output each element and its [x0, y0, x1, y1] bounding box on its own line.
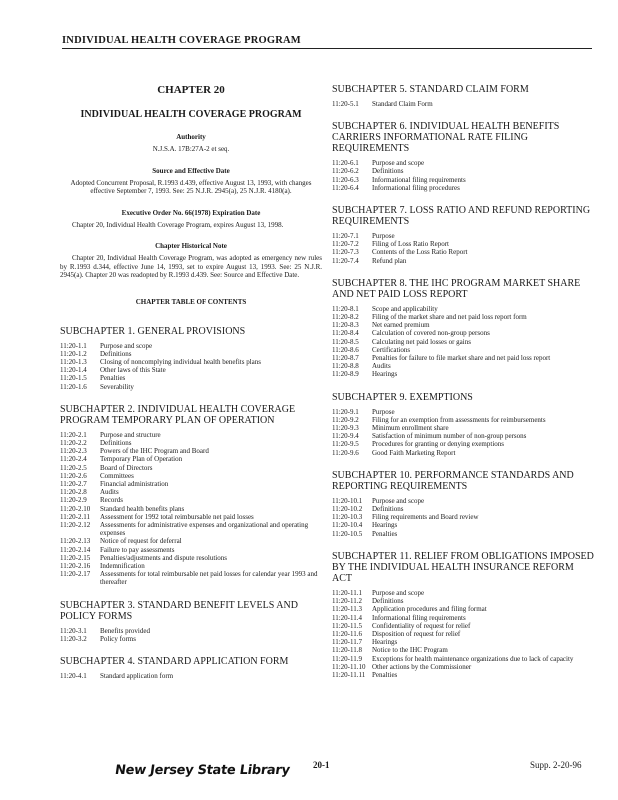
section-list	[332, 100, 594, 108]
section-code: 11:20-8.9	[332, 370, 359, 379]
section-title: Certifications	[372, 345, 411, 354]
section-code: 11:20-11.10	[332, 662, 366, 671]
section-entry	[332, 622, 594, 630]
executive-order-text: Chapter 20, Individual Health Coverage Program, expires August 13, 1998.	[72, 220, 284, 229]
section-code: 11:20-6.3	[332, 175, 359, 184]
section-code: 11:20-6.4	[332, 183, 359, 192]
section-code: 11:20-1.1	[60, 341, 87, 350]
section-code: 11:20-10.1	[332, 496, 363, 505]
section-entry	[332, 424, 594, 432]
subchapter-title: SUBCHAPTER 9. EXEMPTIONS	[332, 391, 473, 403]
subchapter-block	[332, 84, 594, 108]
section-title: Filing of Loss Ratio Report	[372, 240, 449, 249]
section-entry	[332, 638, 594, 646]
source-text: Adopted Concurrent Proposal, R.1993 d.439, effective August 13, 1993, with changes effective September 7, 1993. See: 25 N.J.R. 2945(a), 25 N.J.R. 4180(a).	[70, 178, 312, 195]
section-code: 11:20-2.4	[60, 455, 87, 464]
section-code: 11:20-11.4	[332, 613, 363, 622]
section-title: Good Faith Marketing Report	[372, 448, 456, 457]
section-code: 11:20-2.7	[60, 479, 87, 488]
left-column	[60, 84, 322, 693]
supplement-date: Supp. 2-20-96	[530, 760, 582, 770]
section-entry	[60, 627, 322, 635]
section-entry	[332, 184, 594, 192]
section-entry	[332, 338, 594, 346]
section-title: Purpose and scope	[372, 496, 425, 505]
section-entry	[332, 370, 594, 378]
section-title: Minimum enrollment share	[372, 424, 449, 433]
section-title: Contents of the Loss Ratio Report	[372, 248, 468, 257]
section-entry	[332, 313, 594, 321]
section-title: Purpose and scope	[372, 588, 425, 597]
section-list	[332, 232, 594, 265]
section-entry	[60, 496, 322, 504]
section-entry	[60, 513, 322, 521]
section-title: Notice to the IHC Program	[372, 646, 448, 655]
section-code: 11:20-2.11	[60, 512, 91, 521]
section-entry	[332, 346, 594, 354]
section-entry	[332, 530, 594, 538]
section-title: Other actions by the Commissioner	[372, 662, 472, 671]
section-code: 11:20-11.1	[332, 588, 363, 597]
section-code: 11:20-9.3	[332, 424, 359, 433]
section-entry	[332, 655, 594, 663]
subchapter-block	[60, 404, 322, 587]
subchapter-title: SUBCHAPTER 6. INDIVIDUAL HEALTH BENEFITS CARRIERS INFORMATIONAL RATE FILING REQUIREMENTS	[332, 121, 560, 155]
section-entry	[332, 248, 594, 256]
section-entry	[60, 635, 322, 643]
section-code: 11:20-9.5	[332, 440, 359, 449]
section-entry	[60, 366, 322, 374]
subchapter-block	[332, 205, 594, 265]
section-title: Filing for an exemption from assessments for reimbursements	[372, 415, 546, 424]
section-title: Refund plan	[372, 256, 407, 265]
section-code: 11:20-7.2	[332, 240, 359, 249]
section-title: Powers of the IHC Program and Board	[100, 447, 209, 456]
section-entry	[332, 614, 594, 622]
section-title: Closing of noncomplying individual health benefits plans	[100, 357, 261, 366]
section-title: Purpose	[372, 407, 395, 416]
section-title: Policy forms	[100, 634, 136, 643]
section-entry	[332, 449, 594, 457]
subchapter-block	[332, 470, 594, 538]
section-entry	[60, 439, 322, 447]
section-entry	[332, 257, 594, 265]
section-entry	[332, 440, 594, 448]
section-list	[332, 497, 594, 538]
section-code: 11:20-10.2	[332, 505, 363, 514]
section-code: 11:20-3.2	[60, 634, 87, 643]
section-title: Exceptions for health maintenance organizations due to lack of capacity	[372, 654, 574, 663]
section-title: Assessments for administrative expenses and organizational and operating expenses	[100, 520, 309, 538]
subchapter-block	[60, 656, 322, 680]
section-code: 11:20-10.4	[332, 521, 363, 530]
section-entry	[332, 521, 594, 529]
subchapter-title: SUBCHAPTER 3. STANDARD BENEFIT LEVELS AND POLICY FORMS	[60, 599, 298, 622]
section-code: 11:20-11.11	[332, 670, 366, 679]
subchapter-title: SUBCHAPTER 4. STANDARD APPLICATION FORM	[60, 655, 289, 667]
section-title: Benefits provided	[100, 626, 150, 635]
section-code: 11:20-8.1	[332, 304, 359, 313]
section-entry	[60, 342, 322, 350]
library-stamp: New Jersey State Library	[113, 763, 291, 778]
section-list	[60, 342, 322, 391]
section-entry	[60, 521, 322, 537]
section-entry	[332, 505, 594, 513]
section-entry	[332, 329, 594, 337]
section-entry	[60, 672, 322, 680]
subchapter-block	[332, 551, 594, 679]
section-code: 11:20-1.6	[60, 382, 87, 391]
section-title: Penalties	[100, 374, 126, 383]
section-title: Penalties/adjustments and dispute resolutions	[100, 553, 227, 562]
section-entry	[332, 408, 594, 416]
section-code: 11:20-9.6	[332, 448, 359, 457]
section-title: Disposition of request for relief	[372, 629, 461, 638]
section-title: Purpose and structure	[100, 430, 161, 439]
section-title: Satisfaction of minimum number of non-group persons	[372, 432, 527, 441]
section-title: Purpose and scope	[372, 159, 425, 168]
header-rule	[62, 48, 592, 49]
section-entry	[332, 100, 594, 108]
section-code: 11:20-1.3	[60, 357, 87, 366]
section-code: 11:20-8.8	[332, 362, 359, 371]
section-code: 11:20-11.6	[332, 629, 363, 638]
section-code: 11:20-6.1	[332, 159, 359, 168]
section-code: 11:20-2.1	[60, 430, 87, 439]
section-title: Other laws of this State	[100, 366, 166, 375]
section-entry	[60, 537, 322, 545]
section-code: 11:20-7.4	[332, 256, 359, 265]
section-code: 11:20-2.10	[60, 504, 91, 513]
section-title: Audits	[372, 362, 391, 371]
section-title: Penalties for failure to file market share and net paid loss report	[372, 354, 551, 363]
section-code: 11:20-2.3	[60, 447, 87, 456]
section-code: 11:20-11.7	[332, 638, 363, 647]
subchapter-title: SUBCHAPTER 7. LOSS RATIO AND REFUND REPORTING REQUIREMENTS	[332, 205, 591, 228]
section-title: Scope and applicability	[372, 304, 438, 313]
section-code: 11:20-1.4	[60, 366, 87, 375]
subchapter-block	[60, 326, 322, 391]
section-code: 11:20-2.9	[60, 496, 87, 505]
section-code: 11:20-2.16	[60, 561, 91, 570]
section-code: 11:20-5.1	[332, 100, 359, 108]
section-entry	[332, 630, 594, 638]
section-code: 11:20-2.17	[60, 570, 91, 579]
section-entry	[332, 646, 594, 654]
section-entry	[332, 597, 594, 605]
section-code: 11:20-6.2	[332, 167, 359, 176]
section-entry	[332, 513, 594, 521]
section-list	[332, 159, 594, 192]
section-list	[332, 305, 594, 379]
section-code: 11:20-9.1	[332, 407, 359, 416]
section-code: 11:20-2.6	[60, 471, 87, 480]
section-entry	[60, 358, 322, 366]
section-list	[60, 627, 322, 643]
section-list	[60, 672, 322, 680]
toc-heading: CHAPTER TABLE OF CONTENTS	[135, 297, 247, 306]
subchapter-title: SUBCHAPTER 1. GENERAL PROVISIONS	[60, 325, 246, 337]
section-code: 11:20-8.6	[332, 345, 359, 354]
section-title: Net earned premium	[372, 321, 430, 330]
section-title: Failure to pay assessments	[100, 545, 175, 554]
section-title: Board of Directors	[100, 463, 153, 472]
subchapter-block	[332, 121, 594, 192]
section-list	[60, 431, 322, 587]
section-code: 11:20-11.9	[332, 654, 363, 663]
section-entry	[332, 589, 594, 597]
section-code: 11:20-2.8	[60, 488, 87, 497]
running-head: INDIVIDUAL HEALTH COVERAGE PROGRAM	[62, 35, 301, 46]
section-entry	[332, 321, 594, 329]
section-code: 11:20-2.13	[60, 537, 91, 546]
section-title: Informational filing requirements	[372, 613, 466, 622]
section-code: 11:20-2.15	[60, 553, 91, 562]
section-code: 11:20-2.12	[60, 520, 91, 529]
section-title: Calculating net paid losses or gains	[372, 337, 471, 346]
section-entry	[60, 383, 322, 391]
section-title: Confidentiality of request for relief	[372, 621, 471, 630]
section-title: Filing requirements and Board review	[372, 513, 479, 522]
section-code: 11:20-11.8	[332, 646, 363, 655]
chapter-name: INDIVIDUAL HEALTH COVERAGE PROGRAM	[80, 109, 302, 120]
section-title: Severability	[100, 382, 134, 391]
section-entry	[332, 362, 594, 370]
section-entry	[60, 562, 322, 570]
section-title: Standard application form	[100, 671, 174, 680]
section-code: 11:20-3.1	[60, 626, 87, 635]
section-entry	[332, 159, 594, 167]
section-entry	[60, 350, 322, 358]
section-code: 11:20-9.4	[332, 432, 359, 441]
section-entry	[332, 663, 594, 671]
section-code: 11:20-7.1	[332, 232, 359, 241]
subchapter-title: SUBCHAPTER 11. RELIEF FROM OBLIGATIONS IMPOSED BY THE INDIVIDUAL HEALTH INSURANCE REFORM ACT	[332, 550, 594, 584]
section-code: 11:20-2.2	[60, 438, 87, 447]
section-title: Assessment for 1992 total reimbursable net paid losses	[100, 512, 254, 521]
subchapter-title: SUBCHAPTER 5. STANDARD CLAIM FORM	[332, 84, 529, 95]
section-entry	[60, 455, 322, 463]
section-code: 11:20-1.5	[60, 374, 87, 383]
section-entry	[60, 554, 322, 562]
section-code: 11:20-8.7	[332, 354, 359, 363]
section-code: 11:20-1.2	[60, 349, 87, 358]
section-title: Calculation of covered non-group persons	[372, 329, 490, 338]
right-subchapter-list	[332, 84, 594, 679]
section-title: Indemnification	[100, 561, 145, 570]
section-entry	[60, 464, 322, 472]
section-entry	[60, 447, 322, 455]
section-code: 11:20-8.3	[332, 321, 359, 330]
section-title: Audits	[100, 488, 119, 497]
subchapter-title: SUBCHAPTER 2. INDIVIDUAL HEALTH COVERAGE PROGRAM TEMPORARY PLAN OF OPERATION	[60, 403, 296, 426]
section-list	[332, 589, 594, 679]
section-code: 11:20-8.4	[332, 329, 359, 338]
section-title: Notice of request for deferral	[100, 537, 182, 546]
section-title: Definitions	[372, 505, 404, 514]
section-title: Purpose	[372, 232, 395, 241]
executive-order-heading: Executive Order No. 66(1978) Expiration Date	[121, 208, 261, 217]
section-code: 11:20-10.3	[332, 513, 363, 522]
section-entry	[332, 416, 594, 424]
subchapter-block	[60, 600, 322, 643]
section-list	[332, 408, 594, 457]
section-entry	[60, 546, 322, 554]
section-code: 11:20-11.3	[332, 605, 363, 614]
section-title: Application procedures and filing format	[372, 605, 487, 614]
section-title: Filing of the market share and net paid loss report form	[372, 313, 527, 322]
section-entry	[332, 671, 594, 679]
section-entry	[60, 505, 322, 513]
right-column	[332, 84, 594, 692]
section-entry	[60, 488, 322, 496]
section-title: Records	[100, 496, 123, 505]
section-entry	[332, 232, 594, 240]
page-number: 20-1	[313, 760, 330, 770]
section-title: Procedures for granting or denying exemptions	[372, 440, 504, 449]
section-entry	[60, 374, 322, 382]
section-entry	[60, 431, 322, 439]
section-code: 11:20-8.2	[332, 313, 359, 322]
section-title: Definitions	[100, 438, 132, 447]
section-title: Hearings	[372, 521, 398, 530]
section-entry	[60, 570, 322, 586]
section-entry	[332, 305, 594, 313]
section-code: 11:20-2.5	[60, 463, 87, 472]
section-title: Hearings	[372, 638, 398, 647]
section-code: 11:20-9.2	[332, 415, 359, 424]
section-title: Assessments for total reimbursable net paid losses for calendar year 1993 and thereafter	[100, 570, 318, 587]
section-entry	[332, 605, 594, 613]
section-title: Financial administration	[100, 479, 169, 488]
section-title: Penalties	[372, 670, 398, 679]
section-entry	[332, 354, 594, 362]
section-entry	[332, 497, 594, 505]
chapter-title: CHAPTER 20	[157, 84, 225, 96]
section-title: Standard Claim Form	[372, 100, 433, 108]
section-entry	[60, 472, 322, 480]
section-entry	[60, 480, 322, 488]
subchapter-title: SUBCHAPTER 8. THE IHC PROGRAM MARKET SHARE AND NET PAID LOSS REPORT	[332, 277, 581, 300]
section-title: Temporary Plan of Operation	[100, 455, 183, 464]
section-entry	[332, 240, 594, 248]
subchapter-title: SUBCHAPTER 10. PERFORMANCE STANDARDS AND REPORTING REQUIREMENTS	[332, 469, 574, 492]
section-title: Informational filing procedures	[372, 183, 460, 192]
section-entry	[332, 176, 594, 184]
section-title: Definitions	[372, 597, 404, 606]
source-heading: Source and Effective Date	[152, 166, 230, 175]
section-entry	[332, 167, 594, 175]
section-code: 11:20-2.14	[60, 545, 91, 554]
historical-note-heading: Chapter Historical Note	[155, 242, 227, 250]
section-title: Informational filing requirements	[372, 175, 466, 184]
subchapter-block	[332, 392, 594, 457]
left-subchapter-list	[60, 326, 322, 681]
section-code: 11:20-11.2	[332, 597, 363, 606]
section-code: 11:20-8.5	[332, 337, 359, 346]
authority-heading: Authority	[176, 133, 206, 141]
section-title: Penalties	[372, 529, 398, 538]
section-code: 11:20-10.5	[332, 529, 363, 538]
section-code: 11:20-11.5	[332, 621, 363, 630]
section-entry	[332, 432, 594, 440]
section-title: Definitions	[372, 167, 404, 176]
subchapter-block	[332, 278, 594, 379]
section-title: Purpose and scope	[100, 341, 153, 350]
section-title: Definitions	[100, 349, 132, 358]
authority-text: N.J.S.A. 17B:27A-2 et seq.	[152, 145, 230, 153]
section-title: Standard health benefits plans	[100, 504, 185, 513]
section-code: 11:20-4.1	[60, 671, 87, 680]
section-title: Hearings	[372, 370, 398, 379]
section-code: 11:20-7.3	[332, 248, 359, 257]
historical-note-text: Chapter 20, Individual Health Coverage Program, was adopted as emergency new rules by R.1993 d.344, effective June 14, 1993, set to expire August 13, 1993. See: 25 N.J.R. 2945(a). Chapter 20 was readopted by R.1993 d.439. See: Source and Effective Date.	[60, 254, 322, 279]
section-title: Committees	[100, 471, 134, 480]
